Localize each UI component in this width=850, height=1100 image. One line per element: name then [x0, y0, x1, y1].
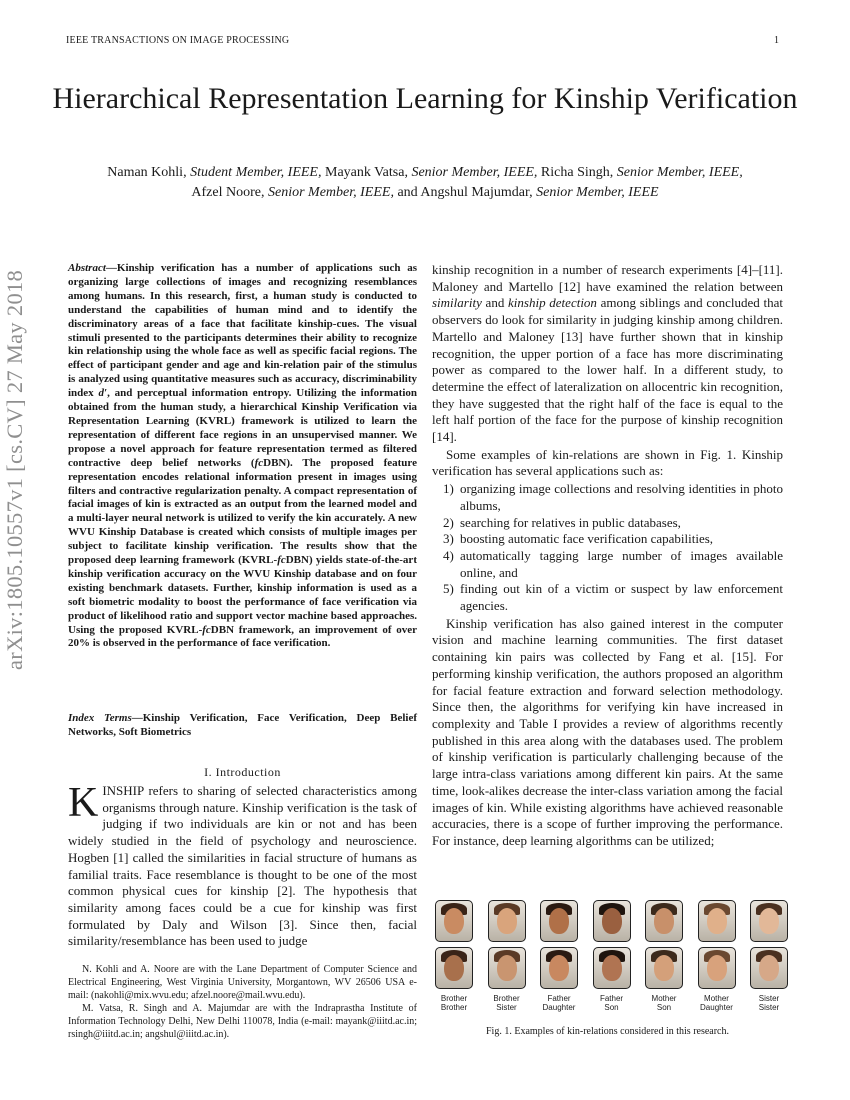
face-photo-bottom	[645, 947, 683, 989]
author-affiliation: Senior Member, IEEE,	[411, 165, 538, 180]
kin-role-top: Father	[547, 994, 571, 1003]
author-text: Richa Singh,	[537, 165, 617, 180]
author-text: Naman Kohli,	[107, 165, 191, 180]
list-text: finding out kin of a victim or suspect by law enforcement agencies.	[460, 581, 783, 614]
paragraph-text: kinship recognition in a number of research experiments [4]–[11]. Maloney and Martello [12] have examined the relation between	[432, 262, 783, 294]
arxiv-identifier[interactable]: arXiv:1805.10557v1 [cs.CV] 27 May 2018	[2, 269, 27, 670]
face-photo-top	[435, 900, 473, 942]
index-terms-lead: Index Terms	[68, 712, 132, 724]
kin-pair-label	[435, 994, 473, 1012]
kin-relations-figure	[432, 900, 783, 1018]
list-item	[432, 515, 783, 532]
kin-pair-label	[645, 994, 683, 1012]
face-photo-bottom	[593, 947, 631, 989]
abstract-lead: Abstract	[68, 262, 106, 274]
list-item	[432, 581, 783, 614]
emphasis: kinship detection	[508, 295, 597, 311]
paragraph: Kinship verification has also gained interest in the computer vision and machine learning communities. The first dataset containing kin pairs was collected by Fang et al. [15]. For performing kinship verification, the authors proposed an algorithm for facial feature extraction and forward selection methodology. Since then, the algorithms for verifying kin have increased in complexity and Table I provides a review of algorithms recently published in this area along with the databases used. The problem of kinship verification is particularly challenging because of the large intra-class variations among different kin pairs. At the same time, look-alikes decrease the inter-class variation among the facial images of kin. While existing algorithms have achieved reasonable accuracies, there is a scope of further improving the performance. For instance, deep learning algorithms can be utilized;	[432, 615, 783, 848]
abstract-italic: fc	[202, 623, 211, 636]
kin-role-bottom: Daughter	[542, 1003, 576, 1012]
author-text: Afzel Noore,	[191, 185, 268, 200]
kin-role-bottom: Sister	[496, 1003, 517, 1012]
abstract	[68, 262, 417, 651]
kin-role-top: Mother	[651, 994, 677, 1003]
face-photo-top	[750, 900, 788, 942]
abstract-math: d′	[98, 387, 108, 400]
author-text: and Angshul Majumdar,	[393, 185, 537, 200]
abstract-italic: fc	[277, 554, 286, 567]
kin-pair	[540, 900, 578, 1012]
author-text: Mayank Vatsa,	[321, 165, 412, 180]
kin-role-bottom: Brother	[440, 1003, 468, 1012]
index-terms	[68, 712, 417, 740]
abstract-text: DBN framework, an improvement of over 20% is observed in the performance of face verification.	[68, 623, 417, 650]
kin-pair-label	[488, 994, 526, 1012]
author-affiliation: Senior Member, IEEE	[536, 185, 659, 200]
face-photo-bottom	[435, 947, 473, 989]
kin-role-bottom: Son	[656, 1003, 672, 1012]
footnote-affiliation-1: N. Kohli and A. Noore are with the Lane Department of Computer Science and Electrical Engineering, West Virginia University, Morgantown, WV 26506 USA e-mail: (nakohli@mix.wvu.edu; afzel.noore@mail.wvu.edu).	[68, 964, 417, 1001]
kin-pair-label	[698, 994, 736, 1012]
face-photo-top	[488, 900, 526, 942]
kin-pair	[698, 900, 736, 1012]
abstract-text: DBN) yields state-of-the-art kinship verification accuracy on the WVU Kinship database and on four existing benchmark datasets. Further, kinship information is used as a soft biometric modality to boost the performance of face verification via product of likelihood ratio and support vector machine based approaches. Using the proposed KVRL-	[68, 554, 417, 636]
face-photo-bottom	[488, 947, 526, 989]
right-column	[432, 262, 783, 850]
author-affiliation: Student Member, IEEE,	[190, 165, 322, 180]
paragraph	[432, 262, 783, 446]
section-heading: I. Introduction	[204, 765, 281, 779]
list-number: 2)	[443, 514, 454, 530]
applications-list	[432, 481, 783, 615]
kin-pair	[488, 900, 526, 1012]
face-photo-top	[593, 900, 631, 942]
kin-role-top: Father	[599, 994, 624, 1003]
abstract-text: —Kinship verification has a number of applications such as organizing large collections of images and recognizing resemblances among humans. In this research, first, a human study is conducted to understand the capabilities of human mind and to identify the discriminatory areas of a face that facilitate kinship-cues. The visual stimuli presented to the participants determines their ability to recognize kin relationship using the whole face as well as specific facial regions. The effect of participant gender and age and kin-relation pair of the stimulus is analyzed using quantitative measures such as accuracy, discriminability index	[68, 262, 417, 400]
kin-pair	[435, 900, 473, 1012]
figure-caption: Fig. 1. Examples of kin-relations considered in this research.	[486, 1026, 729, 1037]
face-photo-bottom	[750, 947, 788, 989]
paragraph-text: and	[481, 295, 509, 311]
abstract-text: DBN). The proposed feature representation encodes relational information present in images using filters and contractive regularization penalty. A compact representation of facial images of kin is extracted as an output from the learned model and a multi-layer neural network is utilized to verify the kin accurately. A new WVU Kinship Database is created which consists of multiple images per subject to facilitate kinship verification. The results show that the proposed deep learning framework (KVRL-	[68, 456, 417, 567]
list-text: automatically tagging large number of images available online, and	[460, 547, 783, 580]
list-item	[432, 548, 783, 581]
face-photo-top	[645, 900, 683, 942]
abstract-italic: fc	[254, 456, 264, 469]
kin-pair-label	[593, 994, 631, 1012]
list-item	[432, 481, 783, 514]
abstract-text: , and perceptual information entropy. Utilizing the information obtained from the human study, a hierarchical Kinship Verification via Representation Learning (KVRL) framework is utilized to learn the representation of different face regions in an unsupervised manner. We propose a novel approach for feature representation termed as filtered contractive deep belief networks (	[68, 387, 417, 469]
list-number: 4)	[443, 547, 454, 563]
kin-pair-label	[750, 994, 788, 1012]
list-number: 3)	[443, 531, 454, 547]
list-text: searching for relatives in public databases,	[460, 514, 681, 530]
kin-role-top: Sister	[758, 994, 780, 1003]
kin-role-top: Brother	[440, 994, 468, 1003]
face-photo-bottom	[540, 947, 578, 989]
footnote-affiliation-2: M. Vatsa, R. Singh and A. Majumdar are with the Indraprastha Institute of Information Technology Delhi, New Delhi 110078, India (e-mail: mayank@iiitd.ac.in; rsingh@iiitd.ac.in; angshul@iiitd.ac.in).	[68, 1003, 417, 1040]
kin-role-top: Brother	[493, 994, 520, 1003]
emphasis: similarity	[432, 295, 482, 311]
running-head: IEEE TRANSACTIONS ON IMAGE PROCESSING	[66, 35, 290, 46]
kin-role-bottom: Sister	[758, 1003, 780, 1012]
author-list	[40, 163, 810, 203]
drop-cap: K	[68, 780, 99, 826]
paper-title: Hierarchical Representation Learning for Kinship Verification	[52, 82, 798, 115]
kin-pair	[750, 900, 788, 1012]
footnotes	[68, 963, 417, 1041]
list-item	[432, 531, 783, 548]
paragraph: Some examples of kin-relations are shown in Fig. 1. Kinship verification has several applications such as:	[432, 446, 783, 479]
kin-pair	[645, 900, 683, 1012]
intro-text: INSHIP refers to sharing of selected characteristics among organisms through nature. Kinship verification is the task of judging if two individuals are kin or not and has been widely studied in the field of psychology and neuroscience. Hogben [1] called the similarities in facial structure of humans as familial traits. Face resemblance is thought to be one of the most common physical cues for kinship [2]. The hypothesis that similarity among faces could be a cue for kinship was first formulated by Daly and Wilson [3]. Since then, facial similarity/resemblance has been used to judge	[68, 783, 417, 949]
list-number: 1)	[443, 481, 454, 497]
intro-paragraph	[68, 780, 417, 950]
face-photo-bottom	[698, 947, 736, 989]
kin-role-top: Mother	[704, 994, 729, 1003]
kin-pair	[593, 900, 631, 1012]
kin-pair-label	[540, 994, 578, 1012]
index-terms-text: —Kinship Verification, Face Verification, Deep Belief Networks, Soft Biometrics	[68, 712, 417, 738]
face-photo-top	[540, 900, 578, 942]
list-text: boosting automatic face verification capabilities,	[460, 531, 714, 547]
kin-role-bottom: Daughter	[700, 1003, 733, 1012]
paragraph-text: among siblings and concluded that observers do look for similarity in judging kinship among children. Martello and Maloney [13] have further shown that in kinship recognition, the upper portion of a face has more discriminating power as compared to the lower half. In a different study, to determine the effect of lateralization on allocentric kin recognition, they have suggested that the right half of the face is equal to the left half portion of the face for the purpose of kinship recognition [14].	[432, 295, 783, 445]
list-text: organizing image collections and resolving identities in photo albums,	[460, 481, 783, 513]
author-affiliation: Senior Member, IEEE,	[616, 165, 743, 180]
list-number: 5)	[443, 581, 454, 597]
page-number: 1	[774, 35, 779, 46]
kin-role-bottom: Son	[604, 1003, 619, 1012]
face-photo-top	[698, 900, 736, 942]
author-affiliation: Senior Member, IEEE,	[267, 185, 394, 200]
